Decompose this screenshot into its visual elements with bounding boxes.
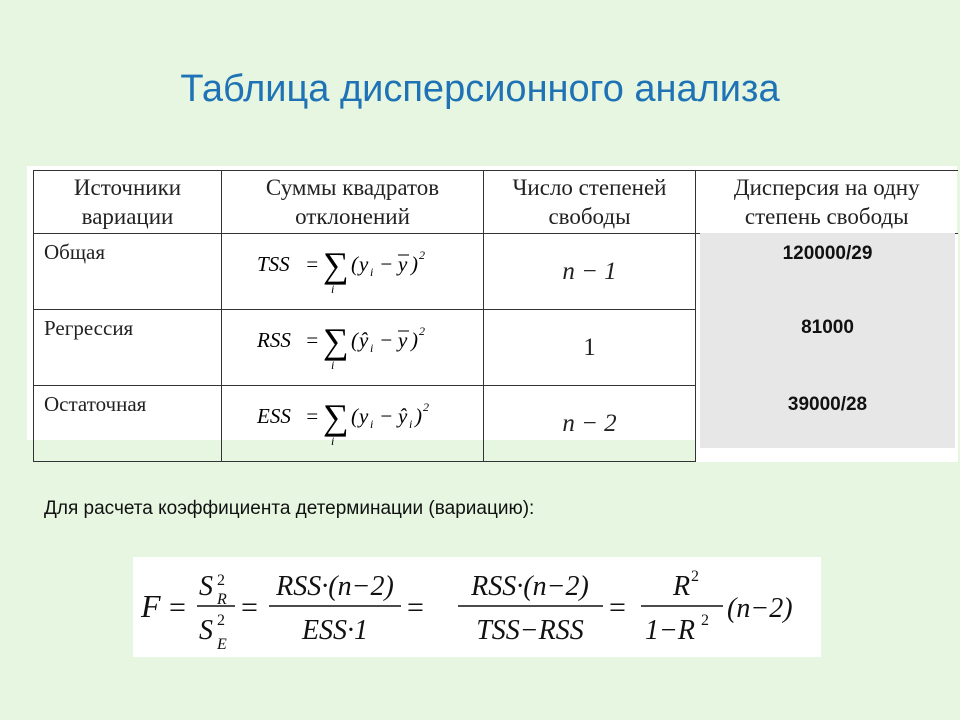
dispersion-residual: 39000/28 bbox=[700, 384, 955, 448]
svg-text:): ) bbox=[410, 327, 418, 352]
svg-text:(: ( bbox=[350, 251, 358, 276]
svg-text:F: F bbox=[141, 588, 161, 624]
svg-text:2: 2 bbox=[422, 399, 429, 414]
svg-text:2: 2 bbox=[691, 568, 699, 585]
svg-text:2: 2 bbox=[418, 247, 425, 262]
svg-text:(: ( bbox=[350, 327, 358, 352]
svg-text:): ) bbox=[410, 251, 418, 276]
svg-text:ŷ: ŷ bbox=[397, 403, 407, 428]
svg-text:=: = bbox=[169, 591, 186, 624]
row-source-total: Общая bbox=[34, 234, 222, 310]
header-dispersion: Дисперсия на одну степень свободы bbox=[696, 171, 958, 234]
header-degrees-freedom: Число степеней свободы bbox=[484, 171, 696, 234]
svg-text:=: = bbox=[241, 591, 258, 624]
svg-text:): ) bbox=[414, 403, 422, 428]
svg-text:2: 2 bbox=[701, 612, 709, 629]
ess-formula-svg bbox=[253, 393, 453, 449]
rss-formula-svg bbox=[253, 317, 453, 373]
svg-text:=: = bbox=[407, 591, 424, 624]
svg-text:=: = bbox=[304, 403, 319, 428]
f-formula-box bbox=[133, 557, 821, 657]
svg-text:∑: ∑ bbox=[322, 244, 349, 285]
svg-text:i: i bbox=[408, 416, 412, 431]
svg-text:RSS·(n−2): RSS·(n−2) bbox=[471, 571, 589, 602]
formula-tss bbox=[222, 234, 484, 310]
svg-text:i: i bbox=[369, 416, 373, 431]
dispersion-regression: 81000 bbox=[700, 311, 955, 384]
svg-text:y: y bbox=[358, 403, 368, 428]
determination-note: Для расчета коэффициента детерминации (вариацию): bbox=[44, 498, 535, 519]
svg-text:ESS: ESS bbox=[256, 403, 291, 428]
svg-text:∑: ∑ bbox=[322, 320, 349, 361]
svg-text:−: − bbox=[378, 251, 393, 276]
svg-text:R: R bbox=[673, 571, 691, 602]
svg-text:−: − bbox=[378, 403, 393, 428]
formula-ess bbox=[222, 386, 484, 462]
row-source-regression: Регрессия bbox=[34, 310, 222, 386]
svg-text:y: y bbox=[397, 327, 407, 352]
dispersion-total: 120000/29 bbox=[700, 233, 955, 313]
svg-text:i: i bbox=[330, 433, 334, 448]
svg-text:i: i bbox=[330, 281, 334, 296]
svg-text:ŷ: ŷ bbox=[358, 327, 368, 352]
svg-text:2: 2 bbox=[217, 612, 225, 629]
svg-text:S: S bbox=[199, 615, 213, 646]
table-header-row bbox=[34, 171, 958, 234]
svg-text:E: E bbox=[217, 636, 227, 653]
svg-text:ESS·1: ESS·1 bbox=[301, 615, 369, 646]
svg-text:(: ( bbox=[350, 403, 358, 428]
row-df-residual: n − 2 bbox=[484, 386, 696, 462]
row-source-residual: Остаточная bbox=[34, 386, 222, 462]
slide-title: Таблица дисперсионного анализа bbox=[180, 68, 780, 110]
svg-text:i: i bbox=[330, 357, 334, 372]
f-formula-svg bbox=[133, 557, 821, 657]
row-df-regression: 1 bbox=[484, 310, 696, 386]
svg-text:i: i bbox=[369, 340, 373, 355]
svg-text:−: − bbox=[378, 327, 393, 352]
svg-text:y: y bbox=[358, 251, 368, 276]
svg-text:=: = bbox=[609, 591, 626, 624]
svg-text:R: R bbox=[217, 591, 227, 608]
svg-text:∑: ∑ bbox=[322, 396, 349, 437]
header-sum-squares: Суммы квадратов отклонений bbox=[222, 171, 484, 234]
svg-text:2: 2 bbox=[217, 572, 225, 589]
tss-formula-svg bbox=[253, 241, 453, 297]
svg-text:RSS·(n−2): RSS·(n−2) bbox=[276, 571, 394, 602]
svg-text:i: i bbox=[369, 264, 373, 279]
svg-text:TSS: TSS bbox=[256, 251, 290, 276]
svg-text:y: y bbox=[397, 251, 407, 276]
svg-text:S: S bbox=[199, 571, 213, 602]
svg-text:=: = bbox=[304, 327, 319, 352]
svg-text:TSS−RSS: TSS−RSS bbox=[476, 615, 584, 646]
svg-text:=: = bbox=[304, 251, 319, 276]
formula-rss bbox=[222, 310, 484, 386]
svg-text:1−R: 1−R bbox=[645, 615, 695, 646]
svg-text:2: 2 bbox=[418, 323, 425, 338]
header-source: Источники вариации bbox=[34, 171, 222, 234]
svg-text:RSS: RSS bbox=[256, 327, 291, 352]
svg-text:(n−2): (n−2) bbox=[727, 593, 793, 624]
row-df-total: n − 1 bbox=[484, 234, 696, 310]
